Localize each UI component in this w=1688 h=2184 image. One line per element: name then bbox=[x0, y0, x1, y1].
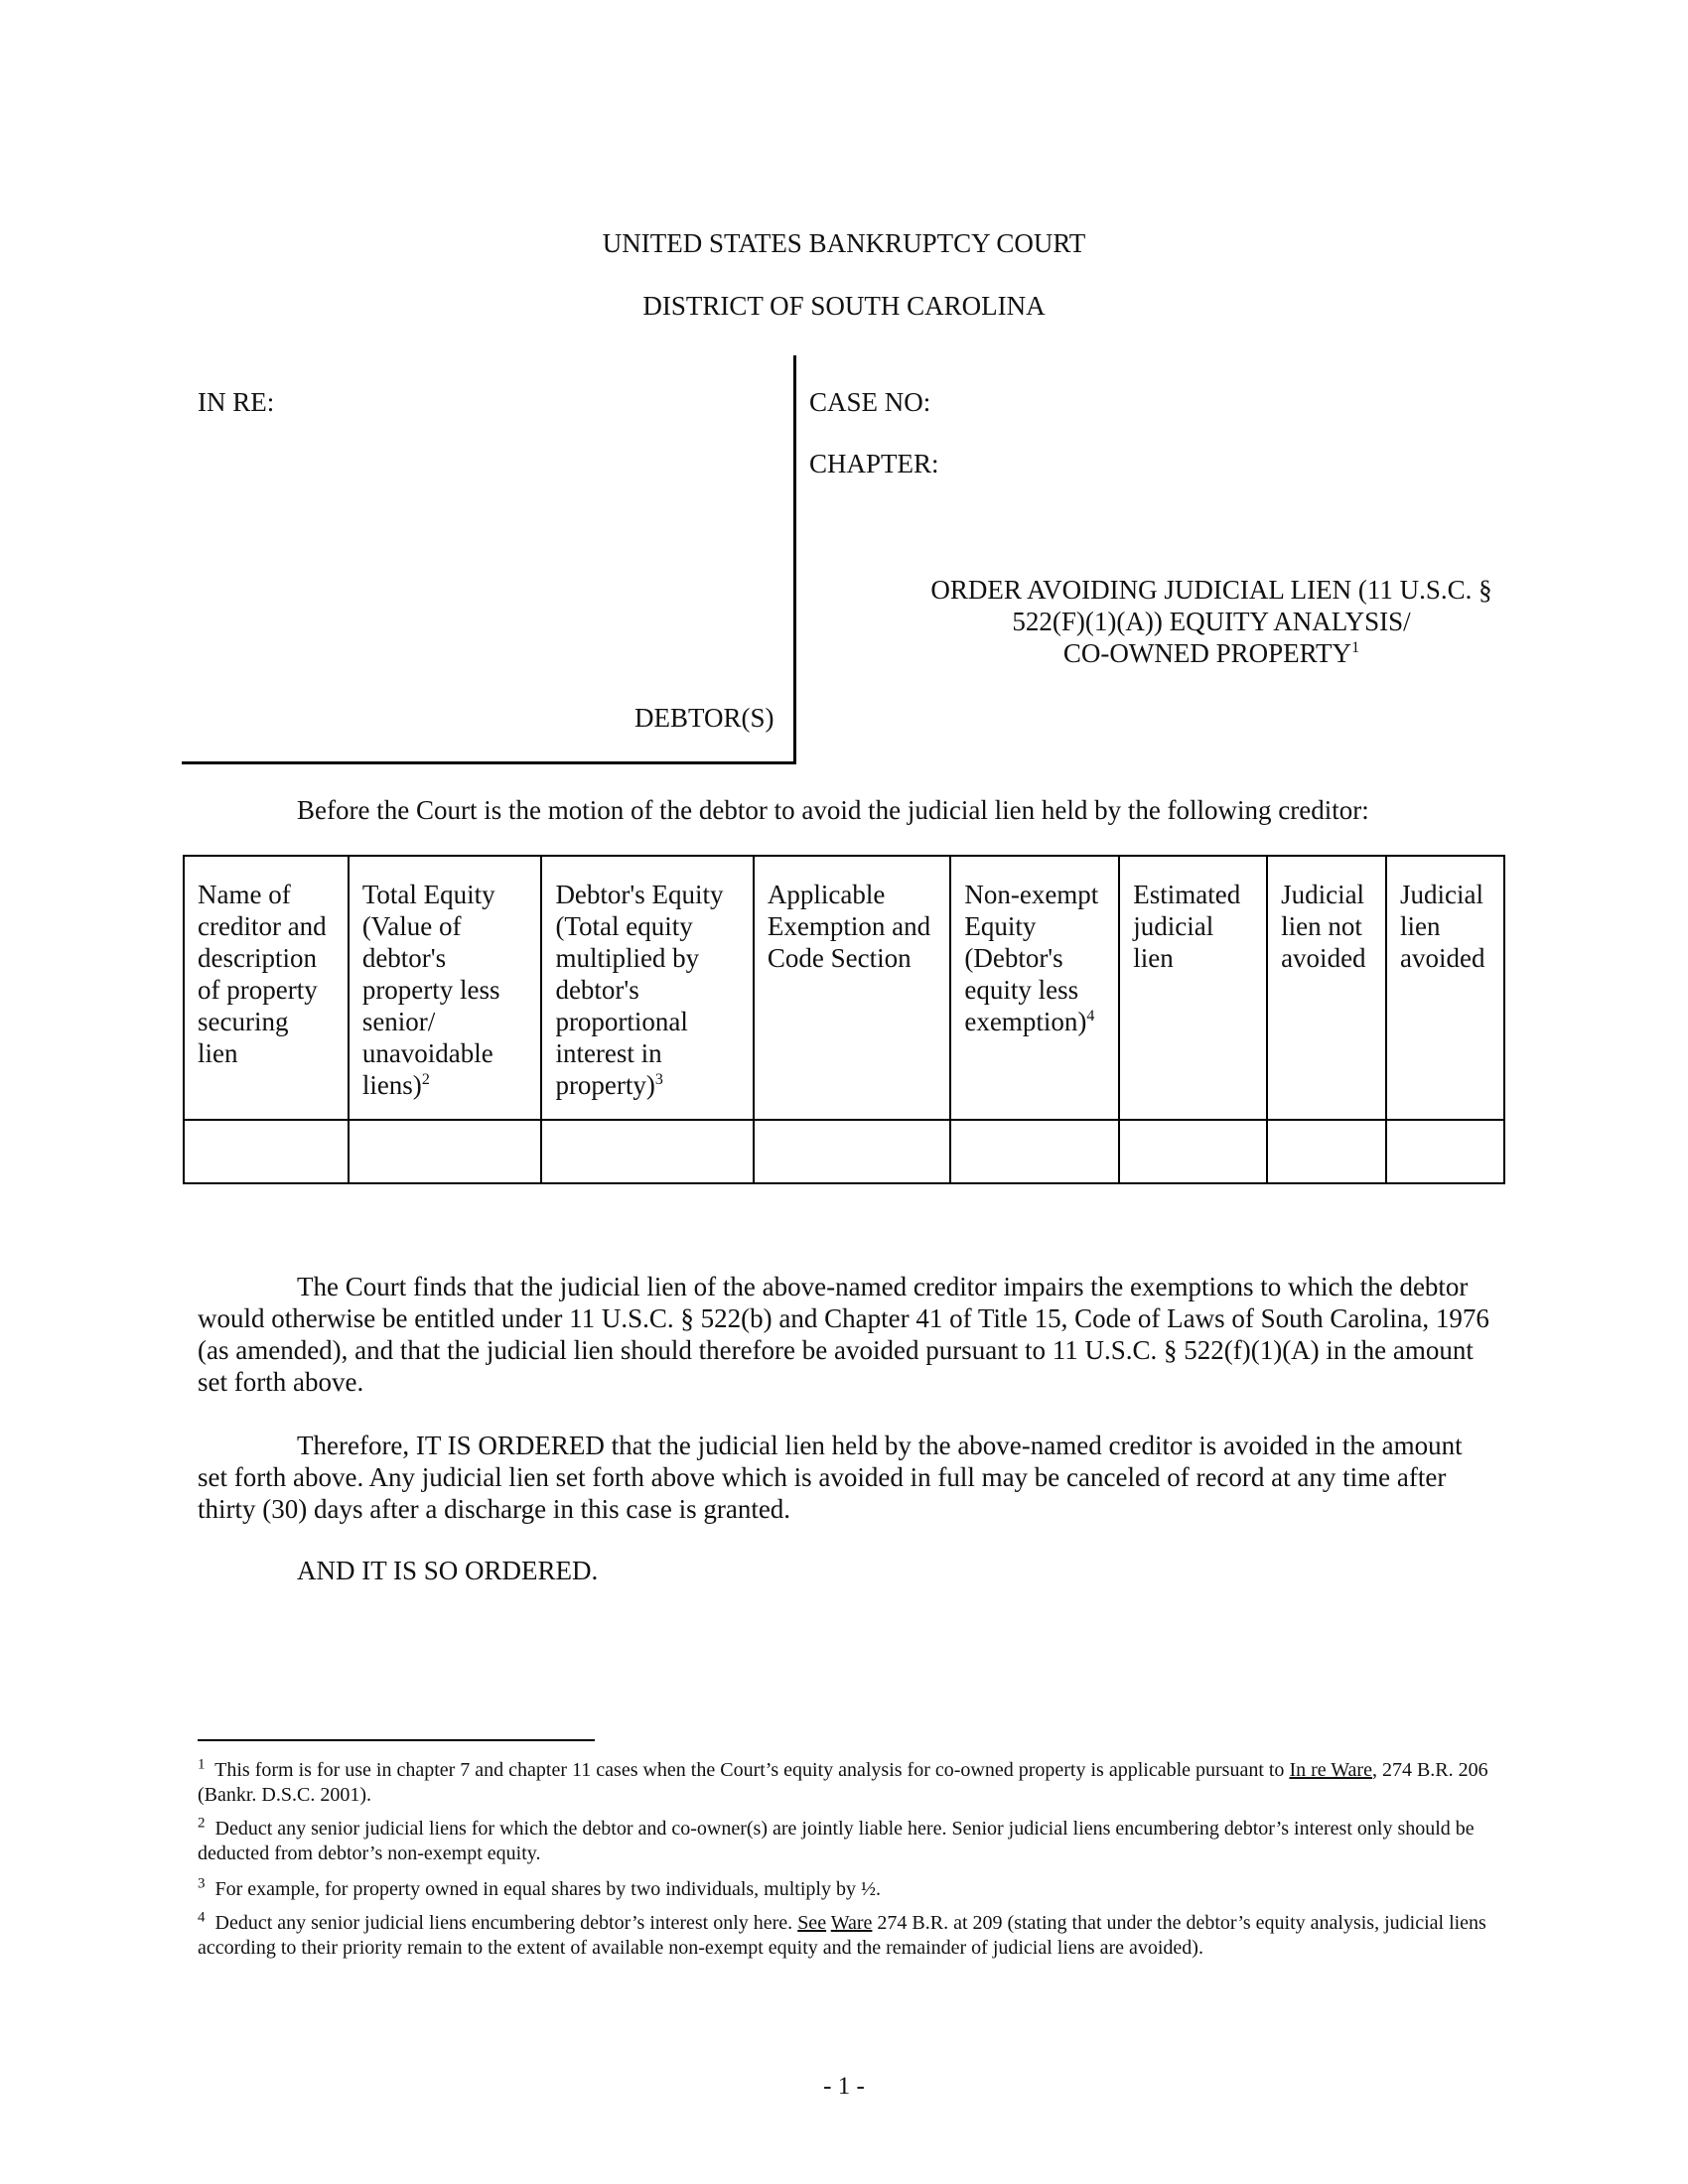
footnote-ref-2: 2 bbox=[421, 1071, 430, 1088]
footnote-ref-3: 3 bbox=[654, 1071, 663, 1088]
col-label: Judicial lien not avoided bbox=[1281, 880, 1366, 973]
col-lien-not-avoided bbox=[1267, 856, 1386, 1120]
see-signal: See bbox=[797, 1912, 827, 1934]
order-title-line2: 522(F)(1)(A)) EQUITY ANALYSIS/ bbox=[1012, 607, 1411, 636]
table-cell[interactable] bbox=[1267, 1120, 1386, 1183]
col-debtor-equity bbox=[541, 856, 753, 1120]
table-cell[interactable] bbox=[950, 1120, 1119, 1183]
col-total-equity bbox=[349, 856, 542, 1120]
court-name: UNITED STATES BANKRUPTCY COURT bbox=[602, 228, 1086, 258]
caption-vertical-rule bbox=[793, 355, 796, 764]
table-cell[interactable] bbox=[349, 1120, 542, 1183]
footnote-num: 2 bbox=[198, 1815, 206, 1832]
so-ordered-text: AND IT IS SO ORDERED. bbox=[297, 1556, 599, 1585]
table-row bbox=[184, 1120, 1504, 1183]
table-cell[interactable] bbox=[184, 1120, 349, 1183]
caption-horizontal-rule bbox=[182, 761, 796, 764]
order-title bbox=[814, 574, 1609, 669]
col-creditor bbox=[184, 856, 349, 1120]
footnote-text: This form is for use in chapter 7 and chapter 11 cases when the Court’s equity analysis for co-owned property is applicable pursuant to bbox=[214, 1759, 1290, 1781]
intro-text: Before the Court is the motion of the debtor to avoid the judicial lien held by the following creditor: bbox=[297, 795, 1369, 825]
footnote-text: Deduct any senior judicial liens for which the debtor and co-owner(s) are jointly liable here. Senior judicial liens encumbering debtor’s interest only should be deducted from debtor’s non-exempt equity. bbox=[198, 1818, 1475, 1864]
case-no-label: CASE NO: bbox=[809, 387, 931, 417]
district-name: DISTRICT OF SOUTH CAROLINA bbox=[642, 291, 1046, 321]
col-label: Debtor's Equity (Total equity multiplied by debtor's proportional interest in property) bbox=[555, 880, 724, 1100]
footnote-1 bbox=[198, 1758, 1488, 1808]
col-label: Applicable Exemption and Code Section bbox=[767, 880, 931, 973]
footnote-text: 274 B.R. at 209 (stating that under the debtor’s equity analysis, judicial liens according to their priority remain to the extent of available non-exempt equity and the remainder of judicial liens are avoided). bbox=[198, 1912, 1486, 1959]
col-exemption bbox=[754, 856, 950, 1120]
page-number: - 1 - bbox=[823, 2073, 865, 2100]
findings-paragraph: The Court finds that the judicial lien of the above-named creditor impairs the exemptions to which the debtor would otherwise be entitled under 11 U.S.C. § 522(b) and Chapter 41 of Title 15, Code of Laws of South Carolina, 1976 (as amended), and that the judicial lien should therefore be avoided pursuant to 11 U.S.C. § 522(f)(1)(A) in the amount set forth above. bbox=[198, 1272, 1489, 1397]
in-re-label: IN RE: bbox=[198, 387, 275, 417]
col-non-exempt-equity bbox=[950, 856, 1119, 1120]
chapter-label: CHAPTER: bbox=[809, 449, 939, 478]
table-cell[interactable] bbox=[541, 1120, 753, 1183]
col-lien-avoided bbox=[1386, 856, 1504, 1120]
table-header-row bbox=[184, 856, 1504, 1120]
footnote-4 bbox=[198, 1911, 1488, 1961]
table-cell[interactable] bbox=[1386, 1120, 1504, 1183]
footnote-num: 1 bbox=[198, 1756, 206, 1773]
col-label: Judicial lien avoided bbox=[1400, 880, 1485, 973]
col-label: Total Equity (Value of debtor's property less senior/ unavoidable liens) bbox=[361, 880, 500, 1100]
footnote-2 bbox=[198, 1817, 1488, 1866]
col-estimated-lien bbox=[1119, 856, 1267, 1120]
order-title-line3-text: CO-OWNED PROPERTY bbox=[1062, 638, 1352, 668]
debtors-label: DEBTOR(S) bbox=[634, 703, 774, 733]
col-label: Name of creditor and description of property securing lien bbox=[198, 880, 327, 1068]
lien-table bbox=[183, 855, 1505, 1184]
footnote-ref-1: 1 bbox=[1351, 639, 1360, 656]
footnote-text: , 274 B.R. 206 (Bankr. D.S.C. 2001). bbox=[198, 1759, 1488, 1806]
table-cell[interactable] bbox=[1119, 1120, 1267, 1183]
footnote-num: 3 bbox=[198, 1875, 206, 1892]
footnote-3 bbox=[198, 1877, 1488, 1902]
footnote-text: For example, for property owned in equal shares by two individuals, multiply by ½. bbox=[214, 1878, 881, 1900]
case-citation: In re Ware bbox=[1289, 1759, 1372, 1781]
footnote-separator bbox=[198, 1739, 595, 1741]
order-title-line1: ORDER AVOIDING JUDICIAL LIEN (11 U.S.C. § bbox=[930, 575, 1492, 605]
col-label: Estimated judicial lien bbox=[1133, 880, 1241, 973]
case-citation: Ware bbox=[830, 1912, 873, 1934]
col-label: Non-exempt Equity (Debtor's equity less exemption) bbox=[964, 880, 1099, 1036]
footnote-ref-4: 4 bbox=[1086, 1008, 1095, 1024]
order-title-line3 bbox=[814, 637, 1609, 669]
footnote-text: Deduct any senior judicial liens encumbering debtor’s interest only here. bbox=[214, 1912, 798, 1934]
footnote-num: 4 bbox=[198, 1909, 206, 1926]
ordered-paragraph: Therefore, IT IS ORDERED that the judicial lien held by the above-named creditor is avoided in the amount set forth above. Any judicial lien set forth above which is avoided in full may be canceled of record at any time after thirty (30) days after a discharge in this case is granted. bbox=[198, 1431, 1463, 1524]
table-cell[interactable] bbox=[754, 1120, 950, 1183]
